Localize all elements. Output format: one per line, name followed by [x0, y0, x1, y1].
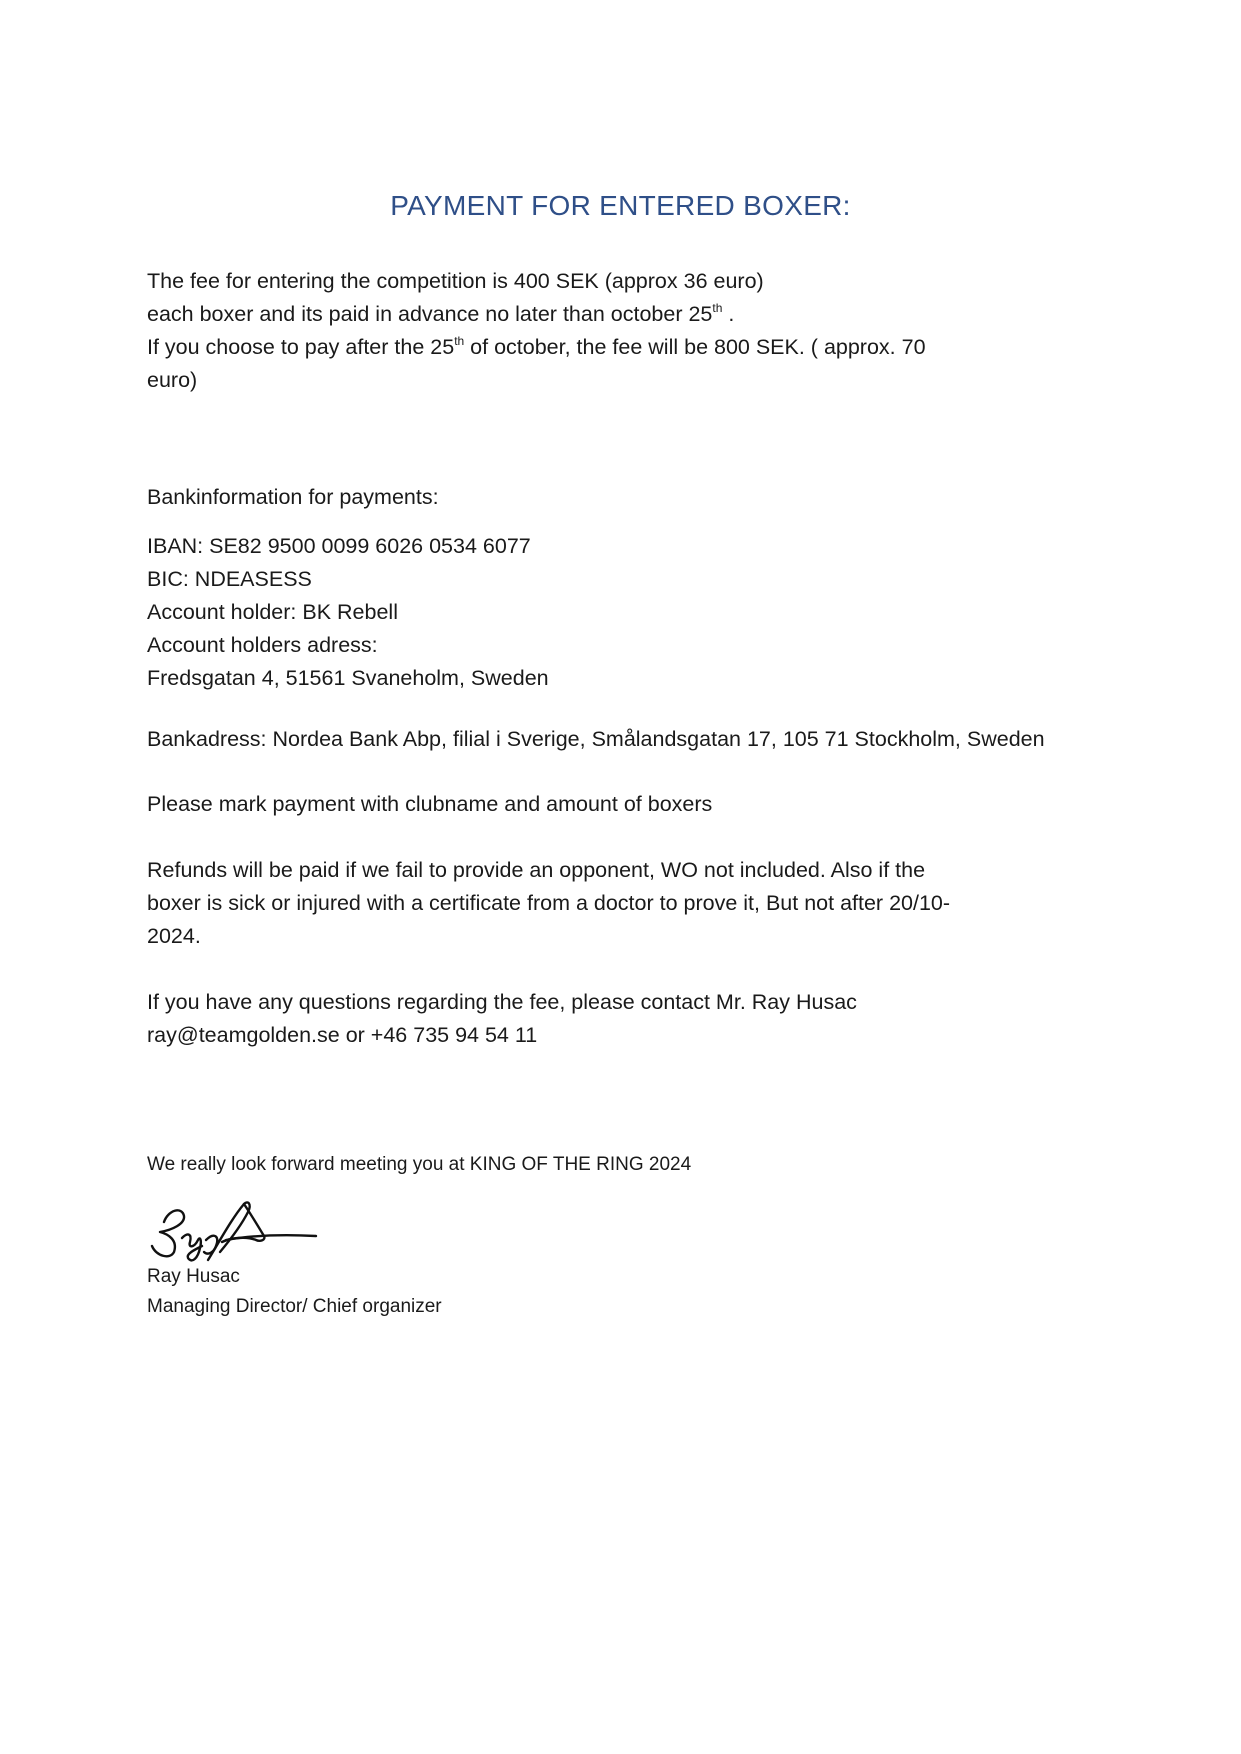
- bank-details: [147, 530, 1087, 695]
- signature-image: [148, 1196, 318, 1268]
- fee-line-3: If you choose to pay after the 25th of october, the fee will be 800 SEK. ( approx. 70: [147, 334, 926, 359]
- fee-line-4: euro): [147, 368, 198, 392]
- account-holder-line: Account holder: BK Rebell: [147, 600, 398, 624]
- signatory-role: Managing Director/ Chief organizer: [147, 1296, 442, 1317]
- fee-line-1: The fee for entering the competition is 400 SEK (approx 36 euro): [147, 269, 764, 293]
- closing-line: We really look forward meeting you at KING OF THE RING 2024: [147, 1154, 692, 1175]
- refunds-line-1: Refunds will be paid if we fail to provide an opponent, WO not included. Also if the: [147, 858, 926, 882]
- refunds-line-2: boxer is sick or injured with a certificate from a doctor to prove it, But not after 20/10-: [147, 891, 951, 915]
- holder-address-label: Account holders adress:: [147, 633, 378, 657]
- holder-address: Fredsgatan 4, 51561 Svaneholm, Sweden: [147, 666, 549, 690]
- bank-address: Bankadress: Nordea Bank Abp, filial i Sverige, Smålandsgatan 17, 105 71 Stockholm, Sweden: [147, 727, 1045, 751]
- iban-line: IBAN: SE82 9500 0099 6026 0534 6077: [147, 534, 531, 558]
- contact-line-2: ray@teamgolden.se or +46 735 94 54 11: [147, 1023, 538, 1047]
- mark-payment-note: Please mark payment with clubname and amount of boxers: [147, 792, 713, 816]
- contact-paragraph: [147, 986, 1087, 1052]
- refunds-line-3: 2024.: [147, 924, 201, 948]
- signatory: [147, 1262, 1087, 1322]
- bic-line: BIC: NDEASESS: [147, 567, 312, 591]
- contact-line-1: If you have any questions regarding the fee, please contact Mr. Ray Husac: [147, 990, 857, 1014]
- bank-heading: Bankinformation for payments:: [147, 485, 439, 509]
- refunds-paragraph: [147, 854, 1087, 953]
- fee-line-2: each boxer and its paid in advance no later than october 25th .: [147, 301, 735, 326]
- fee-paragraph: [147, 265, 1087, 397]
- signatory-name: Ray Husac: [147, 1266, 240, 1287]
- page-title: PAYMENT FOR ENTERED BOXER:: [390, 190, 851, 221]
